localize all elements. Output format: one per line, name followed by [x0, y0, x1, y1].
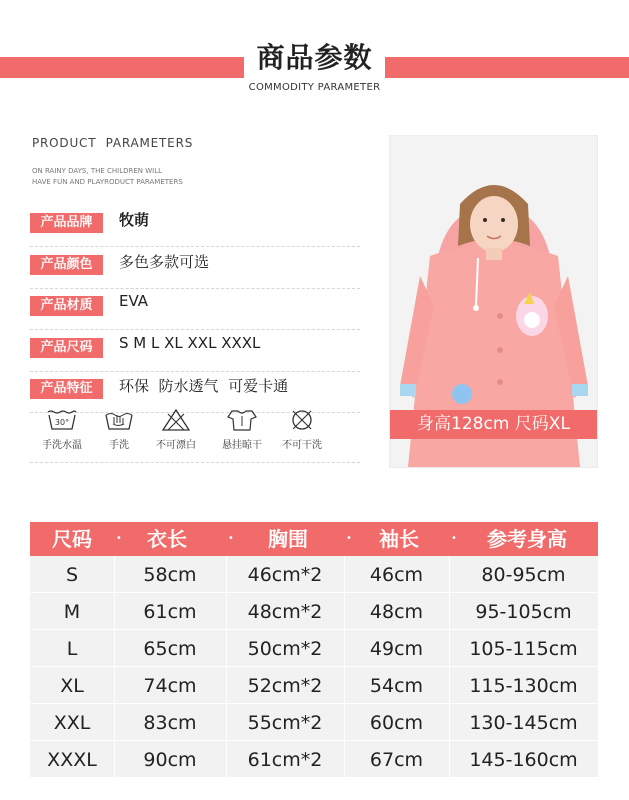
cell-chest: 52cm*2 — [247, 675, 323, 697]
param-value: 多色多款可选 — [119, 253, 210, 271]
param-row-feature — [30, 371, 360, 413]
cell-length: 58cm — [143, 564, 197, 586]
care-label: 不可漂白 — [156, 440, 196, 451]
cell-length: 83cm — [143, 712, 197, 734]
cell-length: 90cm — [143, 749, 197, 771]
wash-temp-text: 30° — [54, 418, 70, 427]
care-item-no-bleach — [140, 408, 212, 451]
table-row — [30, 592, 598, 629]
care-label: 手洗水温 — [42, 440, 82, 451]
header-separator: • — [228, 533, 234, 544]
hand-wash-icon — [103, 408, 135, 432]
cell-chest: 55cm*2 — [247, 712, 323, 734]
param-label: 产品特征 — [30, 379, 103, 399]
no-bleach-icon — [160, 408, 192, 432]
table-row — [30, 666, 598, 703]
header-separator: • — [116, 533, 122, 544]
product-photo — [389, 135, 598, 468]
cell-height: 115-130cm — [469, 675, 578, 697]
cell-length: 61cm — [143, 601, 197, 623]
cell-height: 145-160cm — [469, 749, 578, 771]
cell-size: XXL — [53, 712, 91, 734]
param-row-brand — [30, 205, 360, 247]
header-sleeve: 袖长 — [379, 527, 419, 551]
care-item-no-dry-clean — [266, 408, 338, 451]
cell-length: 74cm — [143, 675, 197, 697]
cell-size: S — [65, 564, 79, 586]
table-row — [30, 629, 598, 666]
dashed-divider — [30, 462, 360, 463]
param-value: EVA — [119, 292, 149, 310]
cell-size: L — [66, 638, 78, 660]
cell-sleeve: 54cm — [369, 675, 424, 697]
param-label: 产品材质 — [30, 296, 103, 316]
table-body — [30, 556, 598, 777]
cell-height: 105-115cm — [469, 638, 578, 660]
param-value: S M L XL XXL XXXL — [119, 334, 261, 352]
cell-sleeve: 67cm — [369, 749, 424, 771]
param-label: 产品尺码 — [30, 338, 103, 358]
cell-height: 80-95cm — [481, 564, 566, 586]
cell-sleeve: 48cm — [369, 601, 424, 623]
page-subtitle: COMMODITY PARAMETER — [248, 82, 381, 93]
header-chest: 胸围 — [268, 527, 308, 551]
product-parameters-heading: PRODUCT PARAMETERS — [32, 136, 194, 150]
care-label: 不可干洗 — [282, 440, 322, 451]
param-value: 牧萌 — [119, 211, 150, 229]
wash-30-icon — [46, 408, 78, 432]
table-row — [30, 740, 598, 777]
cell-chest: 61cm*2 — [247, 749, 323, 771]
param-label: 产品颜色 — [30, 255, 103, 275]
table-header — [30, 522, 598, 556]
description-line-2: HAVE FUN AND PLAYRODUCT PARAMETERS — [32, 178, 183, 186]
header-size: 尺码 — [52, 527, 92, 551]
cell-height: 130-145cm — [469, 712, 578, 734]
header-separator: • — [451, 533, 457, 544]
param-label: 产品品牌 — [30, 213, 103, 233]
header-separator: • — [346, 533, 352, 544]
hang-dry-icon — [226, 408, 258, 432]
cell-height: 95-105cm — [475, 601, 572, 623]
cell-size: XXXL — [47, 749, 97, 771]
care-label: 手洗 — [109, 440, 129, 451]
cell-sleeve: 46cm — [369, 564, 424, 586]
cell-sleeve: 49cm — [369, 638, 424, 660]
param-row-material — [30, 288, 360, 330]
description-line-1: ON RAINY DAYS, THE CHILDREN WILL — [32, 167, 163, 175]
header-length: 衣长 — [147, 527, 187, 551]
param-row-color — [30, 247, 360, 289]
cell-length: 65cm — [143, 638, 197, 660]
cell-chest: 48cm*2 — [247, 601, 323, 623]
param-value: 环保 防水透气 可爱卡通 — [119, 377, 289, 395]
cell-chest: 46cm*2 — [247, 564, 323, 586]
care-label: 悬挂晾干 — [222, 440, 262, 451]
param-row-size — [30, 330, 360, 372]
cell-size: XL — [60, 675, 84, 697]
photo-caption: 身高128cm 尺码XL — [390, 410, 597, 439]
cell-size: M — [63, 601, 81, 623]
product-parameters-description — [32, 166, 232, 188]
page-title: 商品参数 — [256, 41, 373, 74]
cell-sleeve: 60cm — [369, 712, 424, 734]
header-height: 参考身高 — [487, 527, 567, 551]
table-row — [30, 703, 598, 740]
size-table — [30, 522, 598, 777]
table-row — [30, 556, 598, 592]
cell-chest: 50cm*2 — [247, 638, 323, 660]
no-dry-clean-icon — [286, 408, 318, 432]
